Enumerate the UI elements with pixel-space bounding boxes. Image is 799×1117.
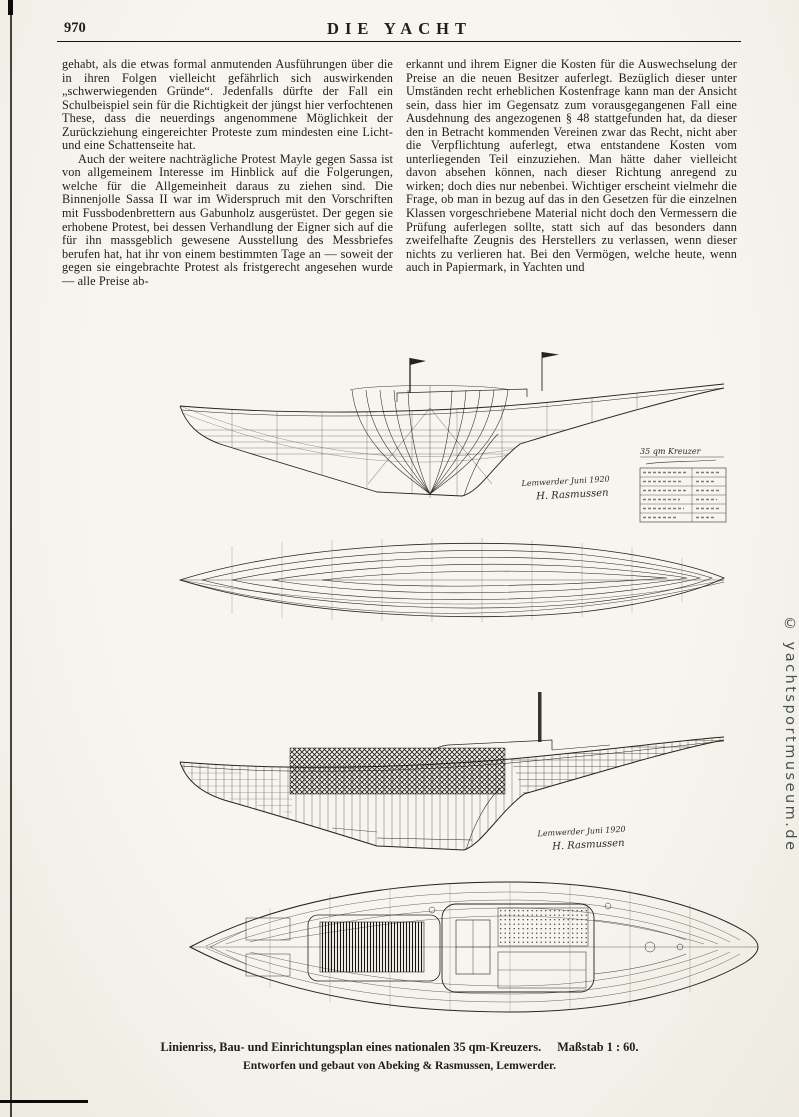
designer-signature xyxy=(520,474,610,503)
paragraph: erkannt und ihrem Eigner die Kosten für die Auswechselung der Preise an die neuen Besitzer auferlegt. Bezüglich dieser unter Umständen recht erheblichen Kostenfrage kann man der Ansicht sein, dass hier im Gegensatz zum vorausgegangenen Fall eine Ausdehnung des angezogenen § 48 stattgefunden hat, da dieser den in Betracht kommenden Vereinen zwar das Recht, nicht aber die Verpflichtung auferlegt, etwa entstandene Kosten vom unterliegenden Teil einzuziehen. Man hätte daher vielleicht davon absehen können, nach dieser Richtung anregend zu wirken; doch dies nur nebenbei. Wichtiger erscheint vielmehr die Frage, ob man in bezug auf das in den Gesetzen für die einzelnen Klassen vorgeschriebene Material nicht doch den Vermessern die Prüfung auferlegen sollte, statt sich auf das besonders dann zweifelhafte Zeugnis des Herstellers zu verlassen, wenn dieser nichts zu verlieren hat. Bei den Vermögen, welche heute, wenn auch in Papiermark, in Yachten und xyxy=(406,57,737,275)
dimension-table xyxy=(640,447,726,522)
ventilator-icon xyxy=(429,907,435,913)
figure-label: 35 qm Kreuzer xyxy=(640,447,701,456)
waterlines-plan xyxy=(172,530,732,630)
header-rule xyxy=(57,41,741,42)
scan-artifact-bottom-bar xyxy=(0,1100,88,1103)
paragraph: Auch der weitere nachträgliche Protest Mayle gegen Sassa ist von allgemeinem Interesse im Hinblick auf die Folgerungen, welche für die Allgemeinheit daraus zu ziehen sind. Die Binnenjolle Sassa II war im Widerspruch mit den Vorschriften mit Fussbodenbrettern aus Gabunholz ausgerüstet. Der gegen sie erhobene Protest, bei dessen Verhandlung der Eigner sich auf die für ihn massgeblich gewesene Ausstellung des Messbriefes berufen hat, hat ihr von einem bestimmten Tage an — soweit der gegen sie eingebrachte Protest als fristgerecht angesehen wurde — alle Preise ab- xyxy=(62,151,393,288)
mast xyxy=(538,692,542,742)
fore-locker xyxy=(246,918,290,940)
figure-caption-text: Linienriss, Bau- und Einrichtungsplan eines nationalen 35 qm-Kreuzers. xyxy=(160,1040,542,1054)
body-plan-sections xyxy=(350,386,510,499)
lines-plan-sheer-profile xyxy=(172,342,732,542)
cabin-top-canvas xyxy=(498,908,588,946)
article-column-right xyxy=(406,58,737,288)
cockpit-grating xyxy=(320,922,424,972)
ventilator-icon xyxy=(605,903,611,909)
scan-artifact-left-edge xyxy=(10,0,12,1117)
signature-place-date: Lemwerder Juni 1920 xyxy=(521,474,610,489)
figure-caption-scale: Maßstab 1 : 60. xyxy=(557,1040,639,1054)
page-number: 970 xyxy=(64,20,86,36)
signature-name: H. Rasmussen xyxy=(535,487,609,503)
masthead-pennant-icon xyxy=(410,358,426,365)
stern-flag-icon xyxy=(542,352,559,358)
article-columns xyxy=(62,58,738,288)
cabin-section-hatch xyxy=(290,748,505,794)
figure-caption xyxy=(0,1040,799,1055)
page-title: DIE YACHT xyxy=(327,19,472,38)
figure-caption-credit: Entworfen und gebaut von Abeking & Rasmussen, Lemwerder. xyxy=(243,1059,556,1072)
watermark: © yachtsportmuseum.de xyxy=(782,616,798,853)
paragraph: gehabt, als die etwas formal anmutenden Ausführungen über die in ihren Folgen vielleicht gefährlich sich auswirkenden „schwerwiegenden Gründe“. Jedenfalls dürfte der Fall ein Schulbeispiel sein für die Richtigkeit der jüngst hier verfochtenen These, dass die neuerdings angenommene Möglichkeit der Zurückziehung eingereichter Proteste zum mindesten eine Licht- und eine Schattenseite hat. xyxy=(62,57,393,153)
signature-place-date: Lemwerder Juni 1920 xyxy=(537,824,626,839)
article-column-left xyxy=(62,58,393,288)
construction-plan-profile xyxy=(172,692,732,882)
scan-artifact-top-corner xyxy=(8,0,13,15)
fore-locker xyxy=(246,954,290,976)
signature-name: H. Rasmussen xyxy=(551,837,625,853)
designer-signature xyxy=(536,825,626,854)
deck-and-accommodation-plan xyxy=(180,860,765,1035)
